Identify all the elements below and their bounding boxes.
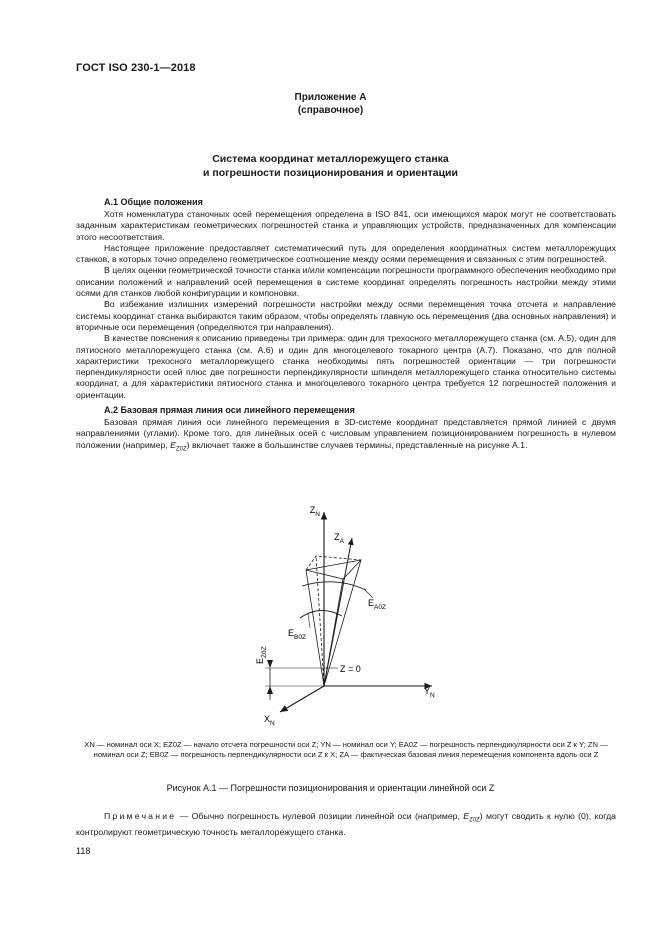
cone-edge bbox=[316, 556, 324, 686]
paragraph: В целях оценки геометрической точности станка и/или компенсации погрешности программного обеспечения необходимо при описании положений и направлений осей перемещения в системе координат определять погрешность настройки между этими осями для станков любой конфигурации и компоновки. bbox=[76, 265, 616, 299]
cone-edge bbox=[306, 570, 324, 686]
body-text bbox=[76, 196, 616, 456]
ea0z-arc bbox=[302, 582, 366, 590]
section-a1-heading: А.1 Общие положения bbox=[104, 197, 203, 207]
cone-top-back bbox=[306, 556, 361, 570]
annex-title-line2: и погрешности позиционирования и ориентации bbox=[203, 167, 458, 179]
paragraph: Во избежание излишних измерений погрешности настройки между осями перемещения точка отсчета и направление системы координат станка выбираются таким образом, чтобы определять главную ось перемещения (два основных направления) и вторичные оси перемещения (определяются три направления). bbox=[76, 299, 616, 332]
x-axis-label: $X_N$ bbox=[264, 714, 275, 725]
annex-title: Приложение А bbox=[294, 92, 367, 103]
note-label: Примечание bbox=[104, 811, 177, 821]
z-zero-label: Z = 0 bbox=[340, 664, 361, 674]
paragraph: В качестве пояснения к описанию приведены три примера: один для трехосного металлорежущего станка (см. А.5), один для пятиосного металлорежущего станка (см. А.6) и один для многоцелевого токарного центра (А.7). Показано, что для полной характеристики трехосного металлорежущего станка необходимы пять погрешностей ориентации — три погрешности перпендикулярности осей плюс две погрешности перпендикулярности шпинделя металлорежущего станка относительно системы координат, а для характеристики пятиосного станка и многоцелевого токарного центра требуется 12 погрешностей положения и ориентации. bbox=[76, 333, 616, 400]
annex-heading bbox=[0, 91, 661, 117]
cone-top-front bbox=[306, 560, 361, 579]
axis-error-figure bbox=[240, 500, 470, 725]
page-number: 118 bbox=[76, 846, 91, 856]
note: Примечание — Обычно погрешность нулевой позиции линейной оси (например, $E_{Z0Z}$) могут сводить к нулю (0), когда контролируют геометрическую точность металлорежущего станка. bbox=[76, 811, 616, 838]
ea0z-leader bbox=[364, 589, 373, 598]
x-axis-line bbox=[280, 686, 324, 712]
annex-title-line1: Система координат металлорежущего станка bbox=[212, 153, 449, 165]
z-axis-label: $Z_N$ bbox=[309, 505, 320, 518]
standard-designation: ГОСТ ISO 230-1—2018 bbox=[76, 62, 196, 74]
za-label: $Z_A$ bbox=[334, 532, 344, 545]
paragraph: Базовая прямая линия оси линейного перемещения в 3D-системе координат представляется прямой линией с двумя направлениями (углами). Кроме того, для линейных осей с числовым управлением позиционированием погрешность в нулевом положении (например, $E_{Z0Z}$) включает также в большинстве случаев термины, представленные на рисунке А.1. bbox=[76, 417, 616, 453]
ez0z-label: $E_{Z0Z}$ bbox=[255, 646, 268, 664]
annex-main-title bbox=[0, 152, 661, 180]
ea0z-label: $E_{A0Z}$ bbox=[368, 598, 386, 611]
paragraph: Настоящее приложение предоставляет систематический путь для определения координатных систем металлорежущих станков, в которых точно определено геометрическое соотношение между осями перемещения и связанных с этим погрешностей. bbox=[76, 242, 616, 265]
section-a2-heading: А.2 Базовая прямая линия оси линейного перемещения bbox=[104, 405, 355, 416]
annex-subtitle: (справочное) bbox=[297, 105, 364, 116]
figure-legend: XN — номинал оси X; EZ0Z — начало отсчета погрешности оси Z; YN — номинал оси Y; EA0Z — погрешность перпендикулярности оси Z к Y; ZN — номинал оси Z; EB0Z — погрешность перпендикулярности оси Z к X; ZA — фактическая базовая линия перемещения компонента вдоль оси Z bbox=[84, 740, 608, 759]
eb0z-leader bbox=[308, 614, 310, 628]
eb0z-label: $E_{B0Z}$ bbox=[288, 628, 306, 641]
y-axis-label: $Y_N$ bbox=[424, 686, 435, 699]
figure-caption: Рисунок А.1 — Погрешности позиционирования и ориентации линейной оси Z bbox=[166, 783, 495, 793]
paragraph: Хотя номенклатура станочных осей перемещения определена в ISO 841, оси имеющихся марок могут не соответствовать заданным характеристикам геометрических погрешностей станка и управляющих устройств, предназначенных для компенсации этого несоответствия. bbox=[76, 209, 616, 242]
eb0z-arc bbox=[300, 610, 342, 618]
